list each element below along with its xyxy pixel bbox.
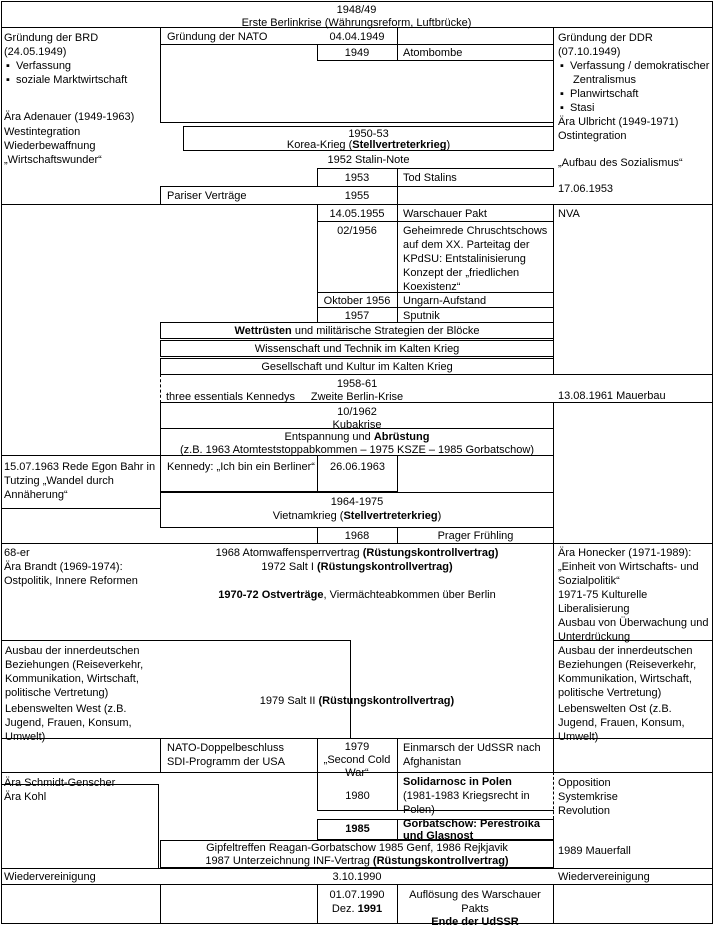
geheimrede-line: Geheimrede Chruschtschows [403,225,548,237]
brd-bullet-item: ▪ Verfassung [6,60,72,72]
solidarnosc-date: 1980 [345,790,370,802]
prager-date: 1968 [344,530,370,542]
kennedy-essentials: three essentials Kennedys [166,391,296,403]
honecker-line: Liberalisierung [558,603,630,615]
stalin-note: 1952 Stalin-Note [327,154,410,166]
ausbau-west-line: politische Vertretung) [5,687,109,699]
mauerfall-1989: 1989 Mauerfall [558,845,631,857]
connector-box [160,44,554,123]
lebenswelten-ost-line: Umwelt) [558,731,599,743]
ungarn-date: Oktober 1956 [323,295,391,307]
afghanistan-line: Einmarsch der UdSSR nach [403,742,541,754]
second-cold-war-line: „Second Cold [323,754,391,766]
header-title: Erste Berlinkrise (Währungsreform, Luftbrücke) [241,17,472,29]
korea-war-label: Korea-Krieg (Stellvertreterkrieg) [286,139,451,151]
nato-founding-label: Gründung der NATO [167,31,268,43]
table-grid-line [397,168,398,187]
opposition-line: Revolution [558,805,610,817]
mauerbau-1961: 13.08.1961 Mauerbau [558,390,666,402]
ddr-founding-title: Gründung der DDR [558,32,653,44]
ausbau-west-line: Kommunikation, Wirtschaft, [5,673,139,685]
nato-doppel-line: NATO-Doppelbeschluss [167,742,284,754]
ausbau-ost-line: Ausbau der innerdeutschen [558,645,693,657]
sputnik-label: Sputnik [403,310,440,322]
ausbau-ost-line: politische Vertretung) [558,687,662,699]
second-cold-war-line: 1979 [344,741,370,753]
atombombe-label: Atombombe [403,47,463,59]
tod-stalins-label: Tod Stalins [403,172,457,184]
wissenschaft-label: Wissenschaft und Technik im Kalten Krieg [254,343,460,355]
kubakrise-date: 10/1962 [337,406,377,418]
gipfeltreffen-line2: 1987 Unterzeichnung INF-Vertrag (Rüstungskontrollvertrag) [205,855,509,867]
pariser-vertraege-label: Pariser Verträge [167,190,247,202]
berlin-crisis-2-label: Zweite Berlin-Krise [310,391,404,403]
era-adenauer: Ära Adenauer (1949-1963) [4,111,135,123]
salt1-label: 1972 Salt I (Rüstungskontrollvertrag) [261,561,453,573]
nato-founding-date: 04.04.1949 [329,31,385,43]
honecker-line: „Einheit von Wirtschafts- und [558,561,699,573]
gorbatschow-line: Gorbatschow: Perestroika [403,818,540,830]
vietnam-years: 1964-1975 [330,496,384,508]
warschauer-pakt-label: Warschauer Pakt [403,208,487,220]
kubakrise-label: Kubakrise [332,419,382,431]
korea-war-years: 1950-53 [348,128,389,140]
geheimrede-line: auf dem XX. Parteitag der [403,239,530,251]
ostintegration: Ostintegration [558,130,627,142]
era-ulbricht: Ära Ulbricht (1949-1971) [558,116,679,128]
ddr-bullet-item: ▪ Stasi [560,102,595,114]
bahr-speech-line: Annäherung“ [4,489,68,501]
table-grid-line [397,307,398,323]
table-grid-line [553,543,554,772]
solidarnosc-line: (1981-1983 Kriegsrecht in [403,790,530,802]
ddr-bullet-item: ▪ Planwirtschaft [560,88,639,100]
ddr-founding-date: (07.10.1949) [558,46,621,58]
ausbau-ost-line: Kommunikation, Wirtschaft, [558,673,692,685]
afghanistan-line: Afghanistan [403,756,462,768]
wettruesten-label: Wettrüsten und militärische Strategien der Blöcke [234,325,480,337]
gorbatschow-line: und Glasnost [403,830,474,842]
ungarn-label: Ungarn-Aufstand [403,295,487,307]
prager-label: Prager Frühling [437,530,514,542]
sixty-eight: 68-er [4,547,30,559]
warschauer-aufloesung-line: Auflösung des Warschauer [409,889,541,901]
honecker-line: 1971-75 Kulturelle [558,589,648,601]
geheimrede-line: Konzept der „friedlichen [403,267,520,279]
gorbatschow-date: 1985 [345,823,370,835]
table-grid-line [397,292,398,308]
table-grid-line [397,221,398,293]
warschauer-pakt-date: 14.05.1955 [329,208,385,220]
berlin-crisis-2-years: 1958-61 [336,378,378,390]
ausbau-west-line: Beziehungen (Reiseverkehr, [5,659,144,671]
entspannung-label: Entspannung und Abrüstung [284,431,430,443]
westintegration: Westintegration [4,126,81,138]
ddr-bullet-cont: Zentralismus [573,74,636,86]
honecker-line: Ausbau von Überwachung und [558,617,709,629]
bahr-speech-line: Tutzing „Wandel durch [4,475,114,487]
lebenswelten-ost-line: Jugend, Frauen, Konsum, [558,717,685,729]
brd-founding-date: (24.05.1949) [4,46,67,58]
pariser-vertraege-date: 1955 [344,190,370,202]
second-cold-war-line: War“ [345,767,369,779]
ostpolitik: Ostpolitik, Innere Reformen [4,575,138,587]
opposition-line: Systemkrise [558,791,618,803]
table-grid-line [397,204,398,222]
geheimrede-date: 02/1956 [337,225,377,237]
reunification-east: Wiedervereinigung [558,871,650,883]
wirtschaftswunder: „Wirtschaftswunder“ [4,154,102,166]
kennedy-berlin-date: 26.06.1963 [329,461,386,473]
udssr-ende-date: Dez. 1991 [331,903,383,915]
brd-bullet-item: ▪ soziale Marktwirtschaft [6,74,128,86]
gesellschaft-label: Gesellschaft und Kultur im Kalten Krieg [261,361,453,373]
table-grid-line [1,508,161,509]
table-grid-line [160,738,161,772]
era-brandt: Ära Brandt (1969-1974): [4,561,123,573]
entspannung-examples: (z.B. 1963 Atomteststoppabkommen – 1975 KSZE – 1985 Gorbatschow) [179,444,535,456]
geheimrede-line: KPdSU: Entstalinisierung [403,253,526,265]
tod-stalins-date: 1953 [344,172,370,184]
udssr-ende-date: 01.07.1990 [329,889,385,901]
ausbau-west-cell [1,640,351,738]
june-17-1953: 17.06.1953 [558,183,614,195]
atombombe-date: 1949 [344,47,370,59]
lebenswelten-ost-line: Lebenswelten Ost (z.B. [558,703,672,715]
ddr-bullet-item: ▪ Verfassung / demokratischer [560,60,710,72]
atomsperr-label: 1968 Atomwaffensperrvertrag (Rüstungskontrollvertrag) [215,547,499,559]
header-years: 1948/49 [336,4,377,16]
table-grid-line [1,868,712,869]
solidarnosc-label: Solidarnosc in Polen [403,776,512,788]
table-grid-line [397,738,398,772]
honecker-line: Unterdrückung [558,631,631,643]
nva: NVA [558,208,580,220]
gipfeltreffen-line1: Gipfeltreffen Reagan-Gorbatschow 1985 Genf, 1986 Rejkjavik [206,842,508,854]
aufbau-sozialismus: „Aufbau des Sozialismus“ [558,157,683,169]
ausbau-west-line: Ausbau der innerdeutschen [5,645,140,657]
opposition-line: Opposition [558,777,611,789]
solidarnosc-line: Polen) [403,804,435,816]
table-grid-line [160,884,161,924]
wiederbewaffnung: Wiederbewaffnung [4,140,96,152]
warschauer-aufloesung-line: Pakts [461,903,489,915]
lebenswelten-west-line: Umwelt) [5,731,46,743]
nato-doppel-line: SDI-Programm der USA [167,756,285,768]
table-grid-line [1,884,712,885]
lebenswelten-west-line: Lebenswelten West (z.B. [5,703,127,715]
table-grid-line [1,455,161,456]
sputnik-date: 1957 [344,310,370,322]
vietnam-label: Vietnamkrieg (Stellvertreterkrieg) [272,510,442,522]
kennedy-berlin-label: Kennedy: „Ich bin ein Berliner“ [167,461,315,473]
ausbau-ost-line: Beziehungen (Reiseverkehr, [558,659,697,671]
reunification-west: Wiedervereinigung [4,871,96,883]
salt2-label: 1979 Salt II (Rüstungskontrollvertrag) [259,695,455,707]
honecker-line: Ära Honecker (1971-1989): [558,547,692,559]
bahr-speech-line: 15.07.1963 Rede Egon Bahr in [4,461,156,473]
brd-founding-title: Gründung der BRD [4,32,99,44]
honecker-line: Sozialpolitik“ [558,575,620,587]
table-grid-line [158,784,159,868]
era-schmidt-genscher: Ära Schmidt-Genscher [4,777,116,789]
table-grid-line [1,738,712,739]
table-grid-line [553,884,554,924]
geheimrede-line: Koexistenz“ [403,281,461,293]
lebenswelten-west-line: Jugend, Frauen, Konsum, [5,717,132,729]
ostvertraege-label: 1970-72 Ostverträge, Viermächteabkommen über Berlin [218,589,496,601]
udssr-ende-label: Ende der UdSSR [431,916,519,927]
reunification-date: 3.10.1990 [332,871,382,883]
era-kohl: Ära Kohl [4,791,47,803]
